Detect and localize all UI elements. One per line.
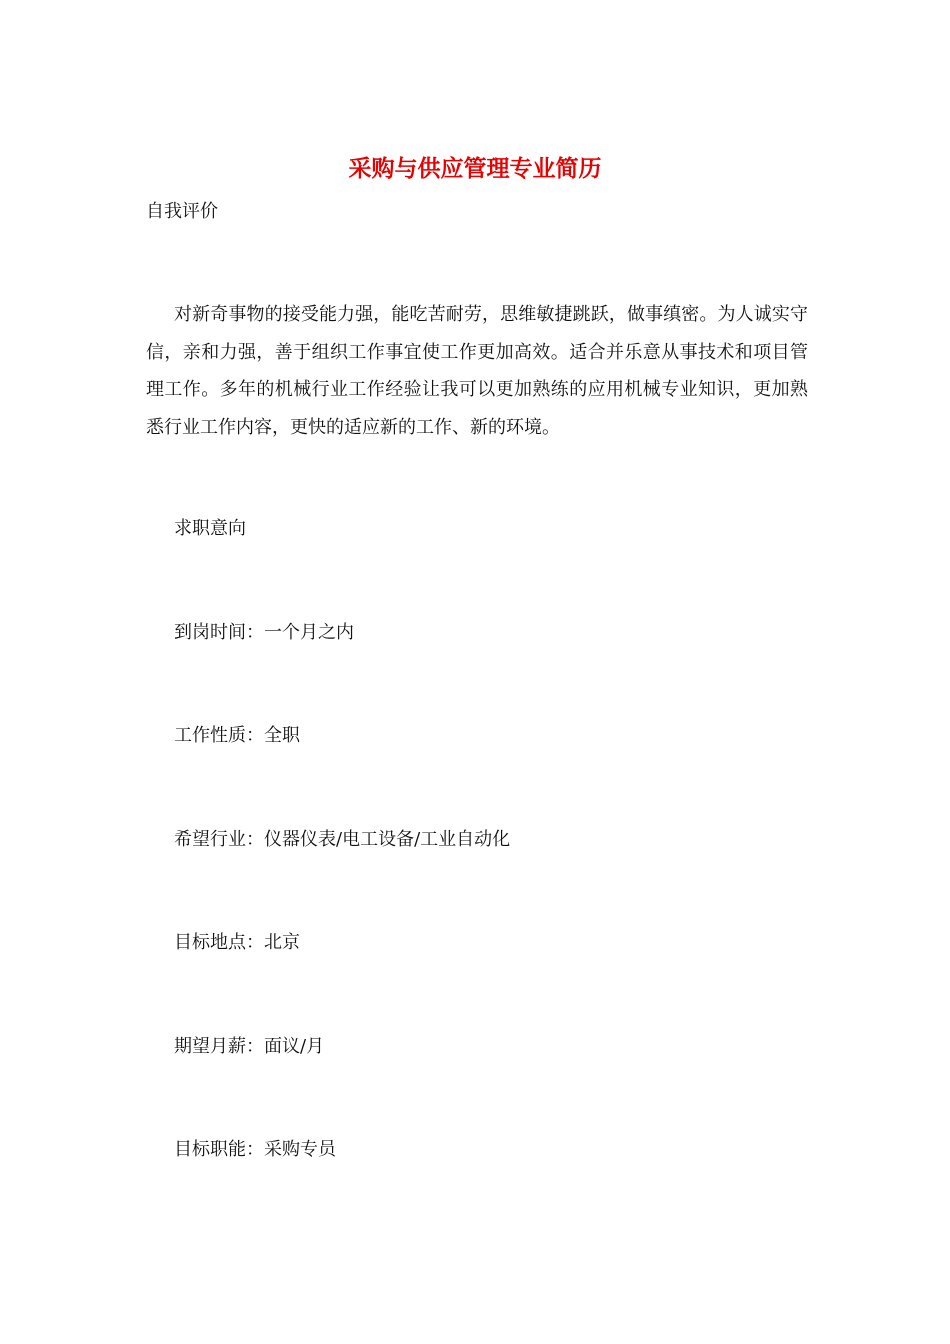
job-intent-item	[174, 619, 354, 647]
item-label: 期望月薪：	[174, 1036, 264, 1057]
job-intent-item	[174, 826, 510, 854]
item-label: 到岗时间：	[174, 622, 264, 643]
job-intent-heading: 求职意向	[174, 518, 246, 539]
page-title: 采购与供应管理专业简历	[348, 155, 602, 182]
job-intent-item	[174, 1136, 336, 1164]
item-label: 目标职能：	[174, 1139, 264, 1160]
self-evaluation-paragraph: 对新奇事物的接受能力强，能吃苦耐劳，思维敏捷跳跃，做事缜密。为人诚实守信，亲和力强，善于组织工作事宜使工作更加高效。适合并乐意从事技术和项目管理工作。多年的机械行业工作经验让我可以更加熟练的应用机械专业知识，更加熟悉行业工作内容，更快的适应新的工作、新的环境。	[146, 304, 808, 438]
item-label: 工作性质：	[174, 725, 264, 746]
job-intent-item	[174, 1033, 324, 1061]
item-value: 北京	[264, 932, 300, 953]
item-value: 面议/月	[264, 1036, 325, 1057]
item-value: 采购专员	[264, 1139, 336, 1160]
item-value: 一个月之内	[264, 622, 354, 643]
item-label: 目标地点：	[174, 932, 264, 953]
item-value: 仪器仪表/电工设备/工业自动化	[264, 829, 511, 850]
self-evaluation-heading: 自我评价	[146, 201, 218, 222]
item-label: 希望行业：	[174, 829, 264, 850]
job-intent-item	[174, 929, 300, 957]
item-value: 全职	[264, 725, 300, 746]
job-intent-item	[174, 722, 300, 750]
